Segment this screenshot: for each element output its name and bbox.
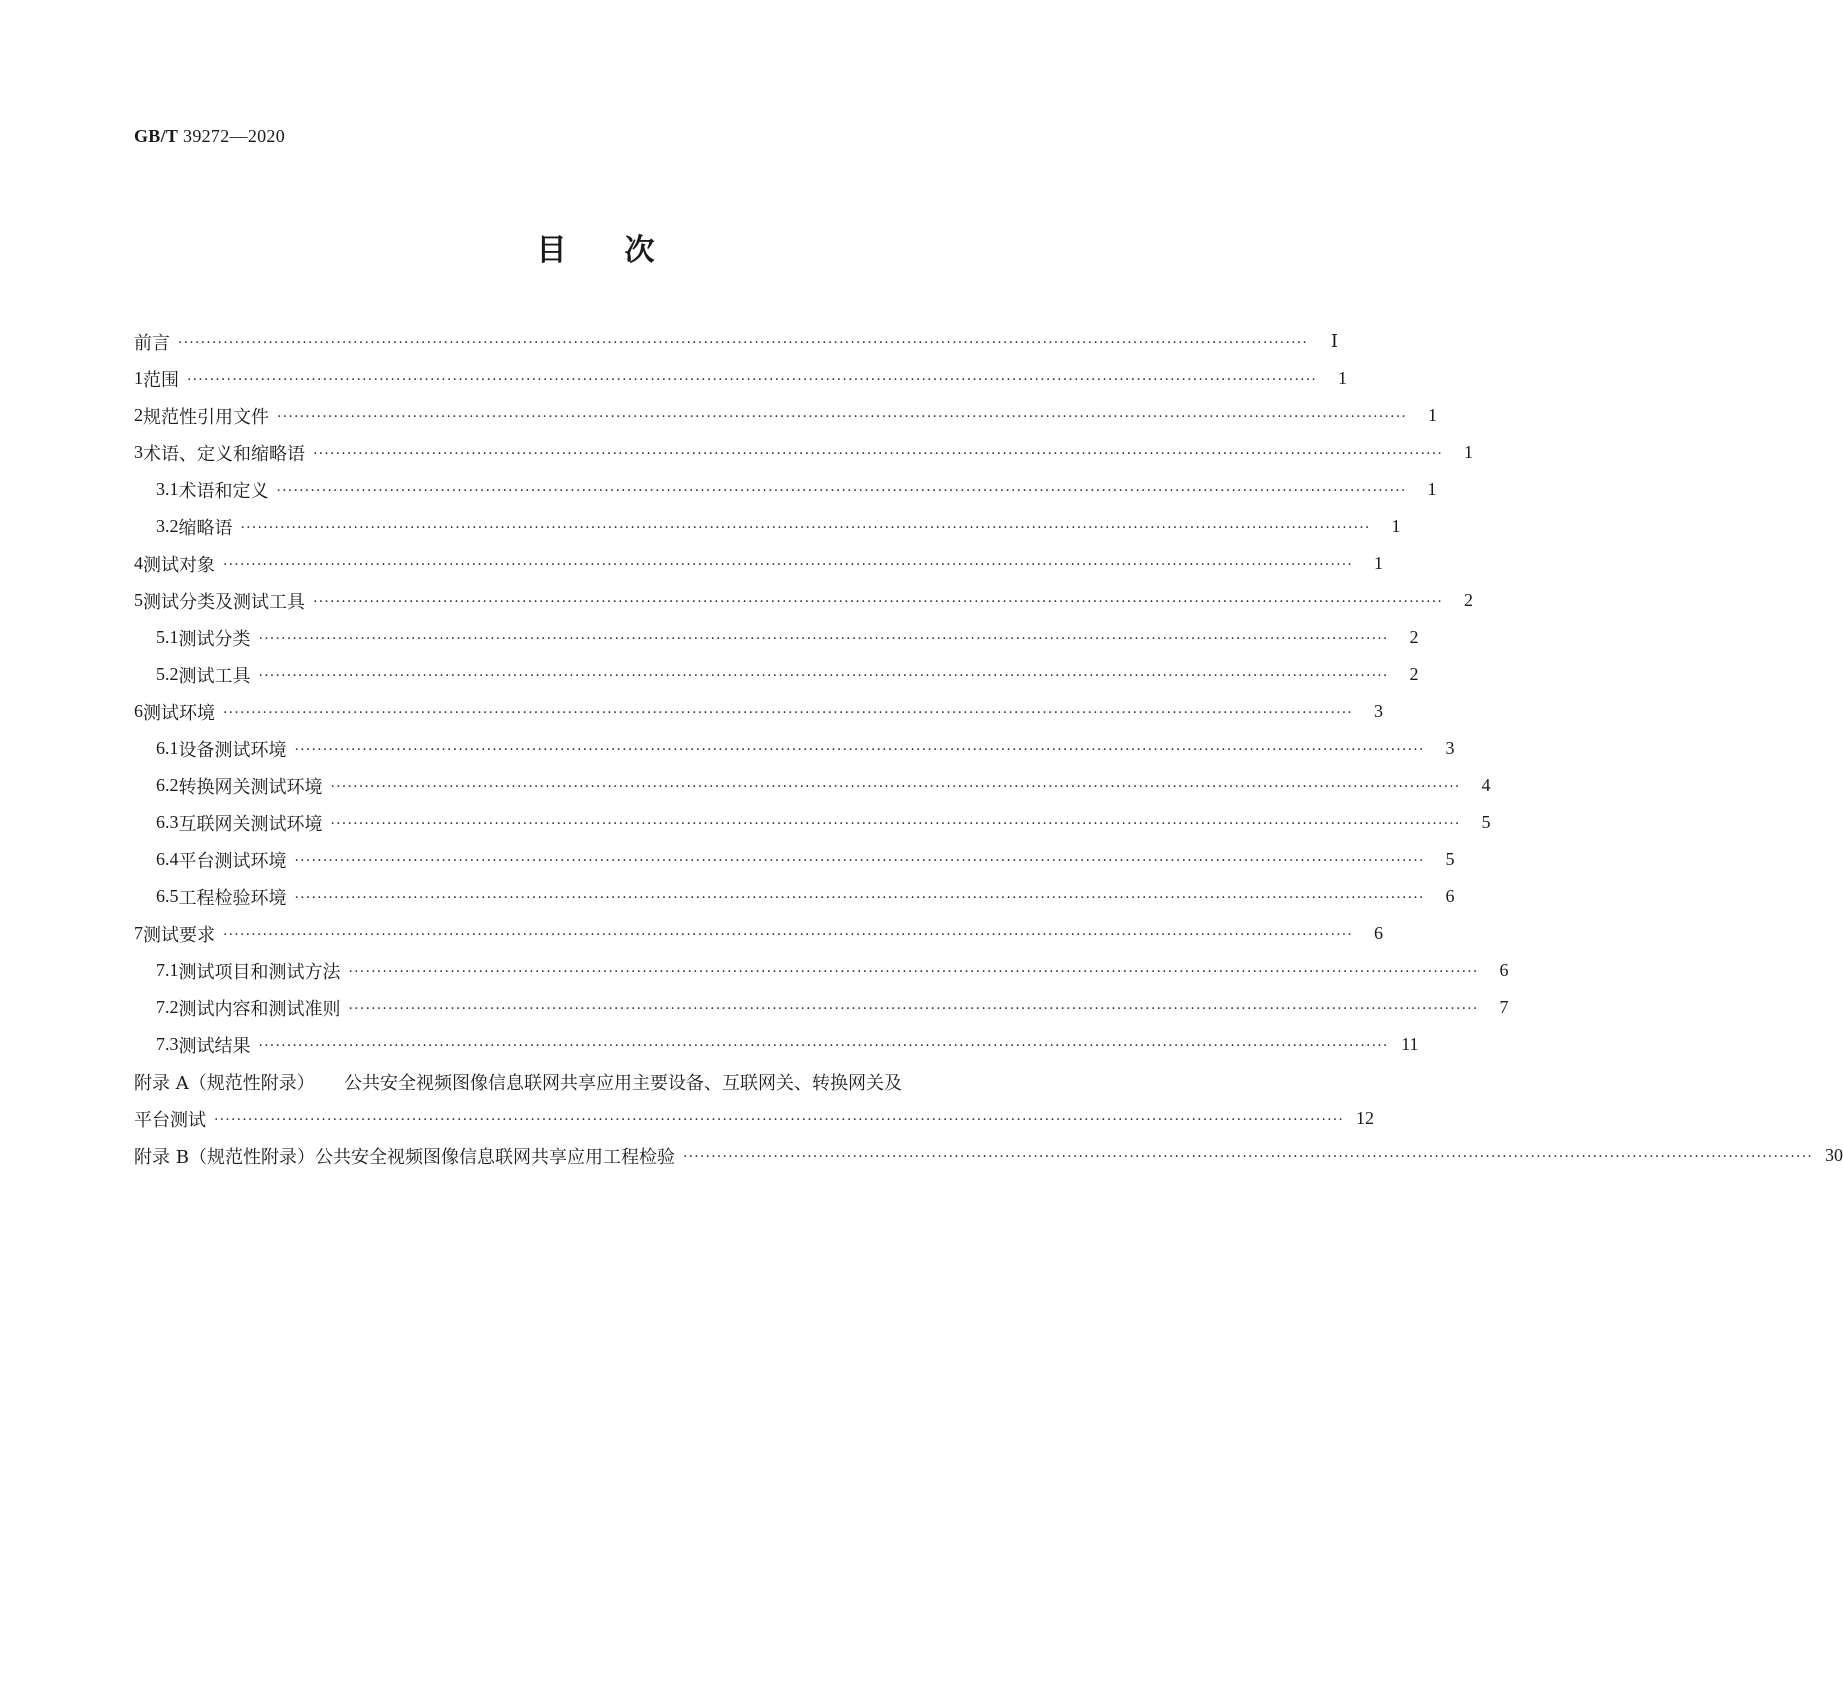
section-title: 工程检验环境 <box>178 887 287 909</box>
section-title: 测试分类及测试工具 <box>143 591 305 613</box>
dot-leader: ········································································································································································································ <box>330 778 1461 795</box>
section-title: 范围 <box>143 369 179 391</box>
section-title: 缩略语 <box>178 517 233 539</box>
section-title: 测试对象 <box>143 554 215 576</box>
toc-entry[interactable] <box>134 434 1474 471</box>
page-number: 3 <box>1374 701 1384 721</box>
section-number: 6.1 <box>156 738 179 758</box>
toc-entry[interactable] <box>134 730 1455 767</box>
section-title: 测试要求 <box>143 924 215 946</box>
section-number: 2 <box>134 405 143 425</box>
section-number: 6.2 <box>156 775 179 795</box>
toc-entry[interactable] <box>134 545 1384 582</box>
toc-entry[interactable] <box>134 508 1401 545</box>
dot-leader: ········································································································································································································ <box>277 408 1408 425</box>
section-title: 互联网关测试环境 <box>178 813 323 835</box>
section-number: 1 <box>134 368 143 388</box>
section-number: 5.2 <box>156 664 179 684</box>
dot-leader: ········································································································································································································ <box>258 1037 1389 1054</box>
dot-leader: ········································································································································································································ <box>240 519 1371 536</box>
page-number: 1 <box>1391 516 1401 536</box>
dot-leader: ········································································································································································································ <box>187 371 1318 388</box>
page-number: 2 <box>1464 590 1474 610</box>
section-title: 设备测试环境 <box>178 739 287 761</box>
dot-leader: ········································································································································································································ <box>330 815 1461 832</box>
page-number: 1 <box>1464 442 1474 462</box>
dot-leader: ········································································································································································································ <box>178 334 1309 351</box>
section-title: 术语、定义和缩略语 <box>143 443 305 465</box>
standard-code-prefix: GB/T <box>134 126 179 146</box>
section-number: 5 <box>134 590 143 610</box>
annex-prefix: 附录 B（规范性附录） <box>134 1146 315 1168</box>
toc-entry[interactable] <box>134 693 1384 730</box>
page-number: 7 <box>1499 997 1509 1017</box>
annex-title: 公共安全视频图像信息联网共享应用主要设备、互联网关、转换网关及 <box>344 1072 902 1094</box>
toc-entry[interactable] <box>134 767 1491 804</box>
toc-entry[interactable] <box>134 397 1438 434</box>
section-number: 6.4 <box>156 849 179 869</box>
toc-entry[interactable] <box>134 582 1474 619</box>
toc-entry[interactable] <box>134 656 1419 693</box>
toc-annex-a[interactable] <box>134 1063 1375 1137</box>
page-number: 30 <box>1825 1145 1843 1165</box>
page-number: 11 <box>1401 1034 1419 1054</box>
page-number: 6 <box>1445 886 1455 906</box>
dot-leader: ········································································································································································································ <box>348 963 1479 980</box>
standard-code-number: 39272—2020 <box>183 126 286 146</box>
section-title: 测试工具 <box>178 665 251 687</box>
section-title: 测试分类 <box>178 628 251 650</box>
dot-leader: ········································································································································································································ <box>276 482 1407 499</box>
section-number: 3 <box>134 442 143 462</box>
page-number: 1 <box>1338 368 1348 388</box>
section-title: 测试项目和测试方法 <box>178 961 341 983</box>
section-number: 3.1 <box>156 479 179 499</box>
page-number: 6 <box>1499 960 1509 980</box>
section-title: 规范性引用文件 <box>143 406 269 428</box>
section-title: 术语和定义 <box>178 480 269 502</box>
toc-entry[interactable] <box>134 989 1509 1026</box>
dot-leader: ········································································································································································································ <box>223 556 1354 573</box>
dot-leader: ········································································································································································································ <box>223 926 1354 943</box>
page-number: 1 <box>1374 553 1384 573</box>
toc-entry[interactable] <box>134 952 1509 989</box>
section-number: 7.3 <box>156 1034 179 1054</box>
dot-leader: ········································································································································································································ <box>294 741 1425 758</box>
section-title: 测试结果 <box>178 1035 251 1057</box>
section-number: 7.1 <box>156 960 179 980</box>
toc-entry[interactable] <box>134 471 1437 508</box>
section-title: 测试环境 <box>143 702 215 724</box>
dot-leader: ········································································································································································································ <box>258 667 1389 684</box>
page-number: Ⅰ <box>1330 331 1339 351</box>
toc-annex-b[interactable] <box>134 1137 1843 1174</box>
section-number: 7.2 <box>156 997 179 1017</box>
toc-entry[interactable] <box>134 878 1455 915</box>
section-number: 5.1 <box>156 627 179 647</box>
toc-entries <box>134 323 1509 1063</box>
annex-prefix: 附录 A（规范性附录） <box>134 1072 315 1094</box>
section-number: 7 <box>134 923 143 943</box>
section-title: 前言 <box>134 332 170 354</box>
dot-leader: ········································································································································································································ <box>223 704 1354 721</box>
dot-leader: ········································································································································································································ <box>313 593 1444 610</box>
dot-leader: ········································································································································································································ <box>313 445 1444 462</box>
annex-title-cont: 平台测试 <box>134 1109 206 1131</box>
toc-entry[interactable] <box>134 360 1348 397</box>
page-number: 2 <box>1409 627 1419 647</box>
page-number: 5 <box>1445 849 1455 869</box>
page-number: 4 <box>1481 775 1491 795</box>
page-number: 3 <box>1445 738 1455 758</box>
page-number: 1 <box>1428 405 1438 425</box>
annex-title: 公共安全视频图像信息联网共享应用工程检验 <box>314 1146 675 1168</box>
section-title: 平台测试环境 <box>178 850 287 872</box>
section-number: 6 <box>134 701 143 721</box>
table-of-contents <box>134 323 1843 1174</box>
standard-code <box>134 126 285 147</box>
page-number: 2 <box>1409 664 1419 684</box>
page-number: 6 <box>1374 923 1384 943</box>
dot-leader: ········································································································································································································ <box>294 852 1425 869</box>
section-number: 6.3 <box>156 812 179 832</box>
section-title: 测试内容和测试准则 <box>178 998 341 1020</box>
dot-leader: ········································································································································································································ <box>258 630 1389 647</box>
toc-entry[interactable] <box>134 1026 1419 1063</box>
dot-leader: ········································································································································································································ <box>348 1000 1479 1017</box>
section-number: 3.2 <box>156 516 179 536</box>
toc-entry[interactable] <box>134 804 1491 841</box>
page-title: 目次 <box>536 233 713 268</box>
toc-entry[interactable] <box>134 841 1455 878</box>
section-number: 4 <box>134 553 143 573</box>
toc-entry[interactable] <box>134 323 1339 360</box>
page-number: 5 <box>1481 812 1491 832</box>
page-number: 1 <box>1427 479 1437 499</box>
section-title: 转换网关测试环境 <box>178 776 323 798</box>
toc-entry[interactable] <box>134 915 1384 952</box>
dot-leader: ········································································································································································································ <box>682 1148 1813 1165</box>
dot-leader: ········································································································································································································ <box>294 889 1425 906</box>
page-number: 12 <box>1356 1108 1375 1128</box>
dot-leader: ········································································································································································································ <box>214 1111 1345 1128</box>
toc-entry[interactable] <box>134 619 1419 656</box>
section-number: 6.5 <box>156 886 179 906</box>
